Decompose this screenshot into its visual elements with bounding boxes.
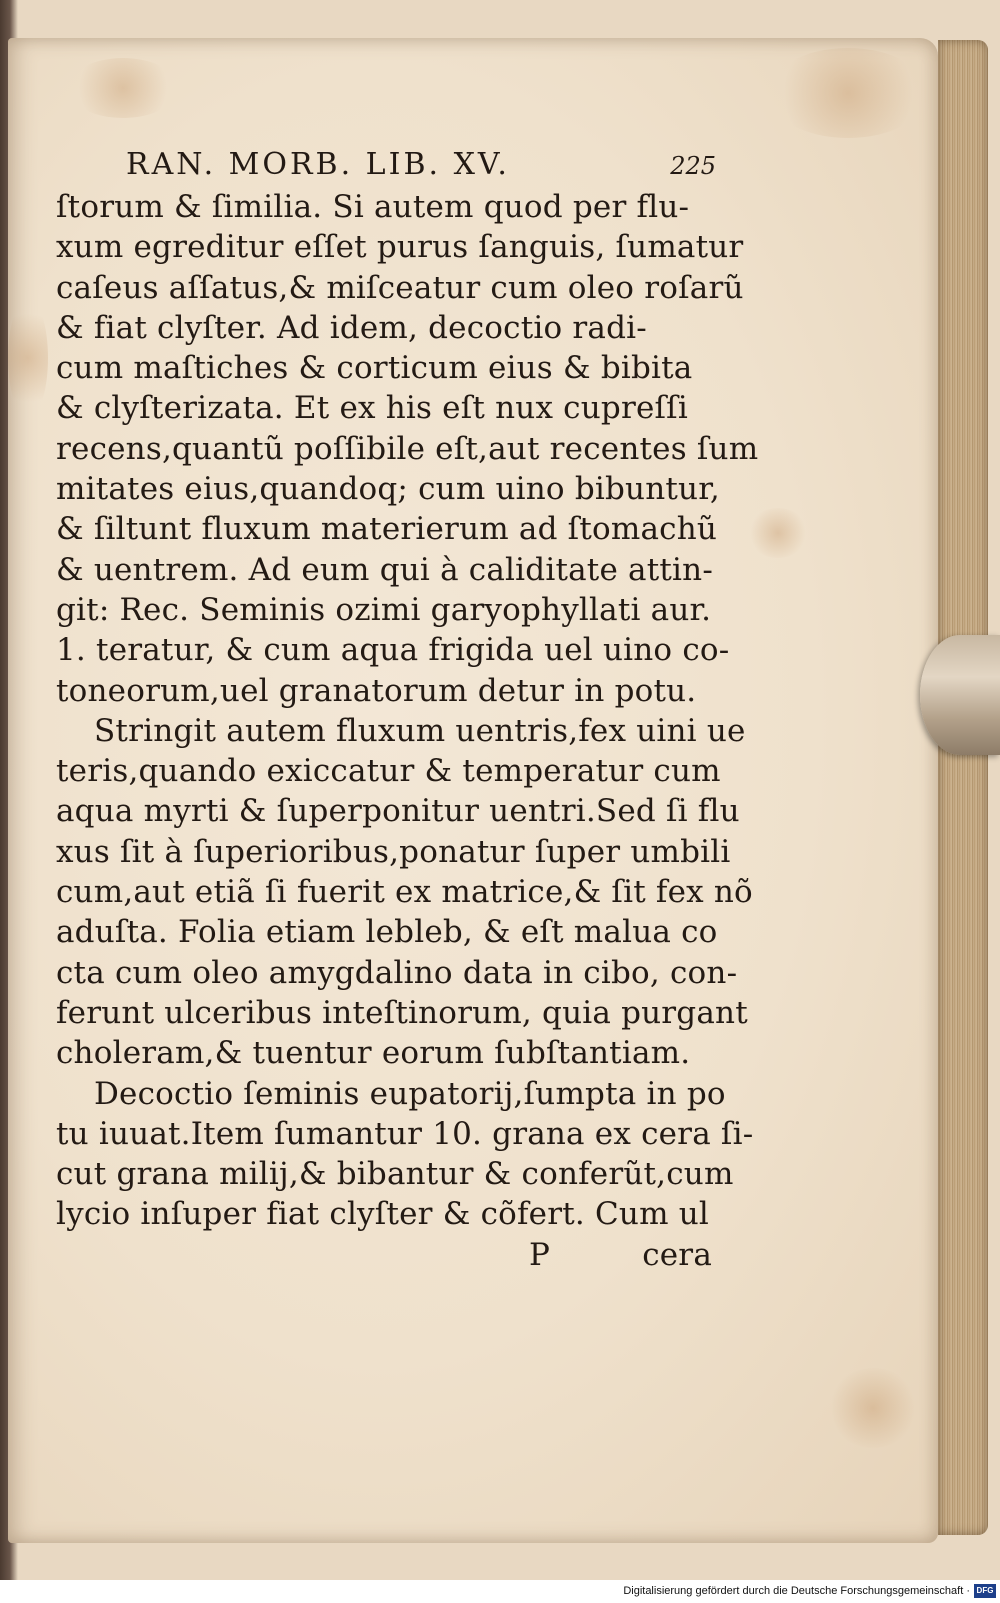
- dfg-logo: DFG: [974, 1584, 996, 1598]
- catchword: cera: [642, 1236, 712, 1273]
- digitization-footer: [0, 1580, 1000, 1603]
- text-line: & fiat clyſter. Ad idem, decoctio radi-: [56, 309, 647, 346]
- text-line: caſeus aſſatus,& miſceatur cum oleo roſarũ: [56, 269, 744, 306]
- text-line: Decoctio ſeminis eupatorij,ſumpta in po: [94, 1075, 726, 1112]
- text-line: git: Rec. Seminis ozimi garyophyllati aur.: [56, 591, 712, 628]
- text-line: & clyſterizata. Et ex his eſt nux cupreſſi: [56, 390, 688, 427]
- running-title: RAN. MORB. LIB. XV.: [126, 147, 510, 182]
- text-line: xus ſit à ſuperioribus,ponatur ſuper umbili: [56, 833, 731, 870]
- printed-text-block: [56, 145, 759, 1275]
- folio-number: 225: [670, 152, 716, 180]
- text-line: cta cum oleo amygdalino data in cibo, con-: [56, 954, 738, 991]
- text-line: recens,quantũ poſſibile eſt,aut recentes ſum: [56, 430, 759, 467]
- page-fore-edge: [938, 40, 988, 1535]
- text-line: xum egreditur eſſet purus ſanguis, ſumatur: [56, 229, 744, 266]
- text-line: Stringit autem fluxum uentris,fex uini ue: [94, 712, 746, 749]
- book-clasp: [920, 635, 1000, 755]
- footer-credit: Digitalisierung gefördert durch die Deutsche Forschungsgemeinschaft ·: [623, 1585, 970, 1597]
- text-line: toneorum,uel granatorum detur in potu.: [56, 672, 697, 709]
- text-line: ferunt ulceribus inteſtinorum, quia purgant: [56, 994, 748, 1031]
- text-line: cum maſtiches & corticum eius & bibita: [56, 350, 693, 387]
- text-line: choleram,& tuentur eorum ſubſtantiam.: [56, 1035, 691, 1072]
- text-line: lycio inſuper fiat clyſter & cõfert. Cum ul: [56, 1196, 710, 1233]
- text-line: mitates eius,quandoq; cum uino bibuntur,: [56, 471, 720, 508]
- text-line: aqua myrti & ſuperponitur uentri.Sed ſi flu: [56, 793, 740, 830]
- catchline: [56, 1235, 716, 1275]
- running-header: [126, 145, 716, 185]
- text-line: cut grana milij,& bibantur & conferũt,cum: [56, 1156, 734, 1193]
- text-line: ſtorum & ſimilia. Si autem quod per flu-: [56, 189, 690, 225]
- text-lines: [56, 187, 759, 1235]
- text-line: & ſiltunt fluxum materierum ad ſtomachũ: [56, 511, 718, 548]
- text-line: & uentrem. Ad eum qui à caliditate attin-: [56, 551, 713, 588]
- text-line: 1. teratur, & cum aqua frigida uel uino co-: [56, 632, 730, 669]
- text-line: tu iuuat.Item ſumantur 10. grana ex cera ſi-: [56, 1115, 754, 1152]
- signature-mark: P: [529, 1236, 551, 1273]
- text-line: cum,aut etiã ſi fuerit ex matrice,& ſit fex nõ: [56, 874, 753, 911]
- text-line: aduſta. Folia etiam lebleb, & eſt malua co: [56, 914, 718, 951]
- text-line: teris,quando exiccatur & temperatur cum: [56, 753, 721, 790]
